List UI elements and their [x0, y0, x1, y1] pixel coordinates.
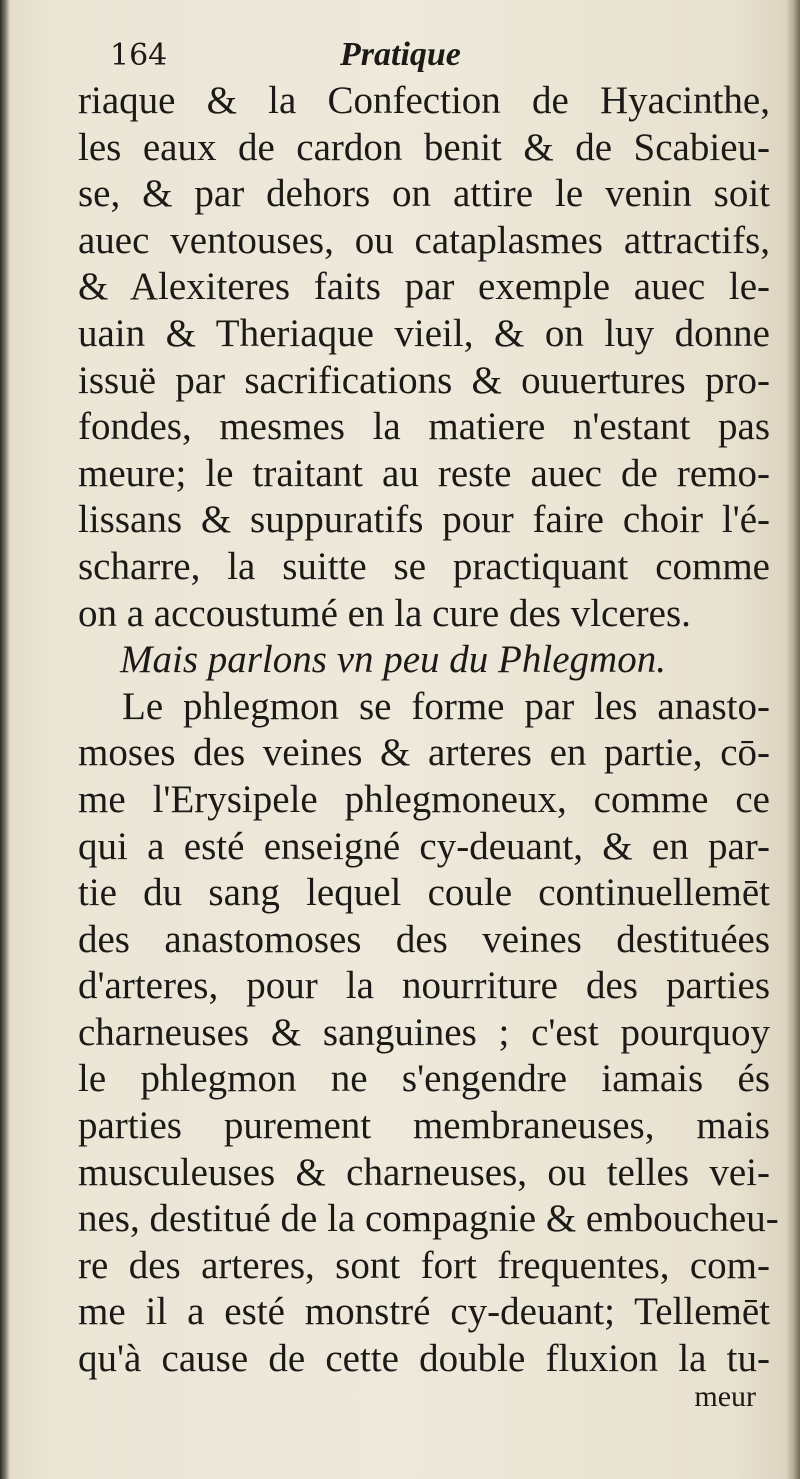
text-line: scharre, la suitte se practiquant comme: [78, 544, 770, 588]
text-line: & Alexiteres faits par exemple auec le-: [78, 265, 770, 309]
text-line: tie du sang lequel coule continuellemēt: [78, 871, 770, 915]
text-line: le phlegmon ne s'engendre iamais és: [78, 1057, 770, 1101]
running-head: Pratique: [340, 36, 461, 73]
text-line: Le phlegmon se forme par les anasto-: [122, 684, 770, 728]
section-heading: Mais parlons vn peu du Phlegmon.: [120, 638, 666, 682]
page-edge: [786, 0, 800, 1479]
text-line: re des arteres, sont fort frequentes, com-: [78, 1243, 770, 1287]
text-line: on a accoustumé en la cure des vlceres.: [78, 591, 691, 635]
text-line: musculeuses & charneuses, ou telles vei-: [78, 1150, 770, 1194]
text-line: issuë par sacrifications & ouuertures pro-: [78, 358, 770, 402]
text-line: des anastomoses des veines destituées: [78, 917, 770, 961]
text-line: qu'à cause de cette double fluxion la tu-: [78, 1337, 770, 1381]
text-line: lissans & suppuratifs pour faire choir l'é-: [78, 498, 770, 542]
text-line: les eaux de cardon benit & de Scabieu-: [78, 125, 770, 169]
text-line: nes, destitué de la compagnie & emboucheu-: [78, 1197, 779, 1241]
text-line: qui a esté enseigné cy-deuant, & en par-: [78, 824, 770, 868]
page-header: [100, 30, 700, 80]
text-line: parties purement membraneuses, mais: [78, 1104, 770, 1148]
text-line: d'arteres, pour la nourriture des parties: [78, 964, 770, 1008]
catchword: meur: [694, 1380, 756, 1413]
page-number: 164: [110, 38, 168, 73]
text-line: moses des veines & arteres en partie, cō-: [78, 731, 770, 775]
text-line: riaque & la Confection de Hyacinthe,: [78, 79, 770, 122]
text-line: uain & Theriaque vieil, & on luy donne: [78, 311, 770, 355]
body-text: [78, 78, 779, 1383]
text-line: me l'Erysipele phlegmoneux, comme ce: [78, 777, 770, 821]
text-line: auec ventouses, ou cataplasmes attractifs,: [78, 218, 770, 262]
text-line: charneuses & sanguines ; c'est pourquoy: [78, 1010, 770, 1054]
text-line: fondes, mesmes la matiere n'estant pas: [78, 405, 770, 449]
text-line: se, & par dehors on attire le venin soit: [78, 172, 770, 216]
text-line: me il a esté monstré cy-deuant; Tellemēt: [78, 1290, 770, 1334]
text-line: meure; le traitant au reste auec de remo-: [78, 451, 770, 495]
binding-gutter: [0, 0, 10, 1479]
